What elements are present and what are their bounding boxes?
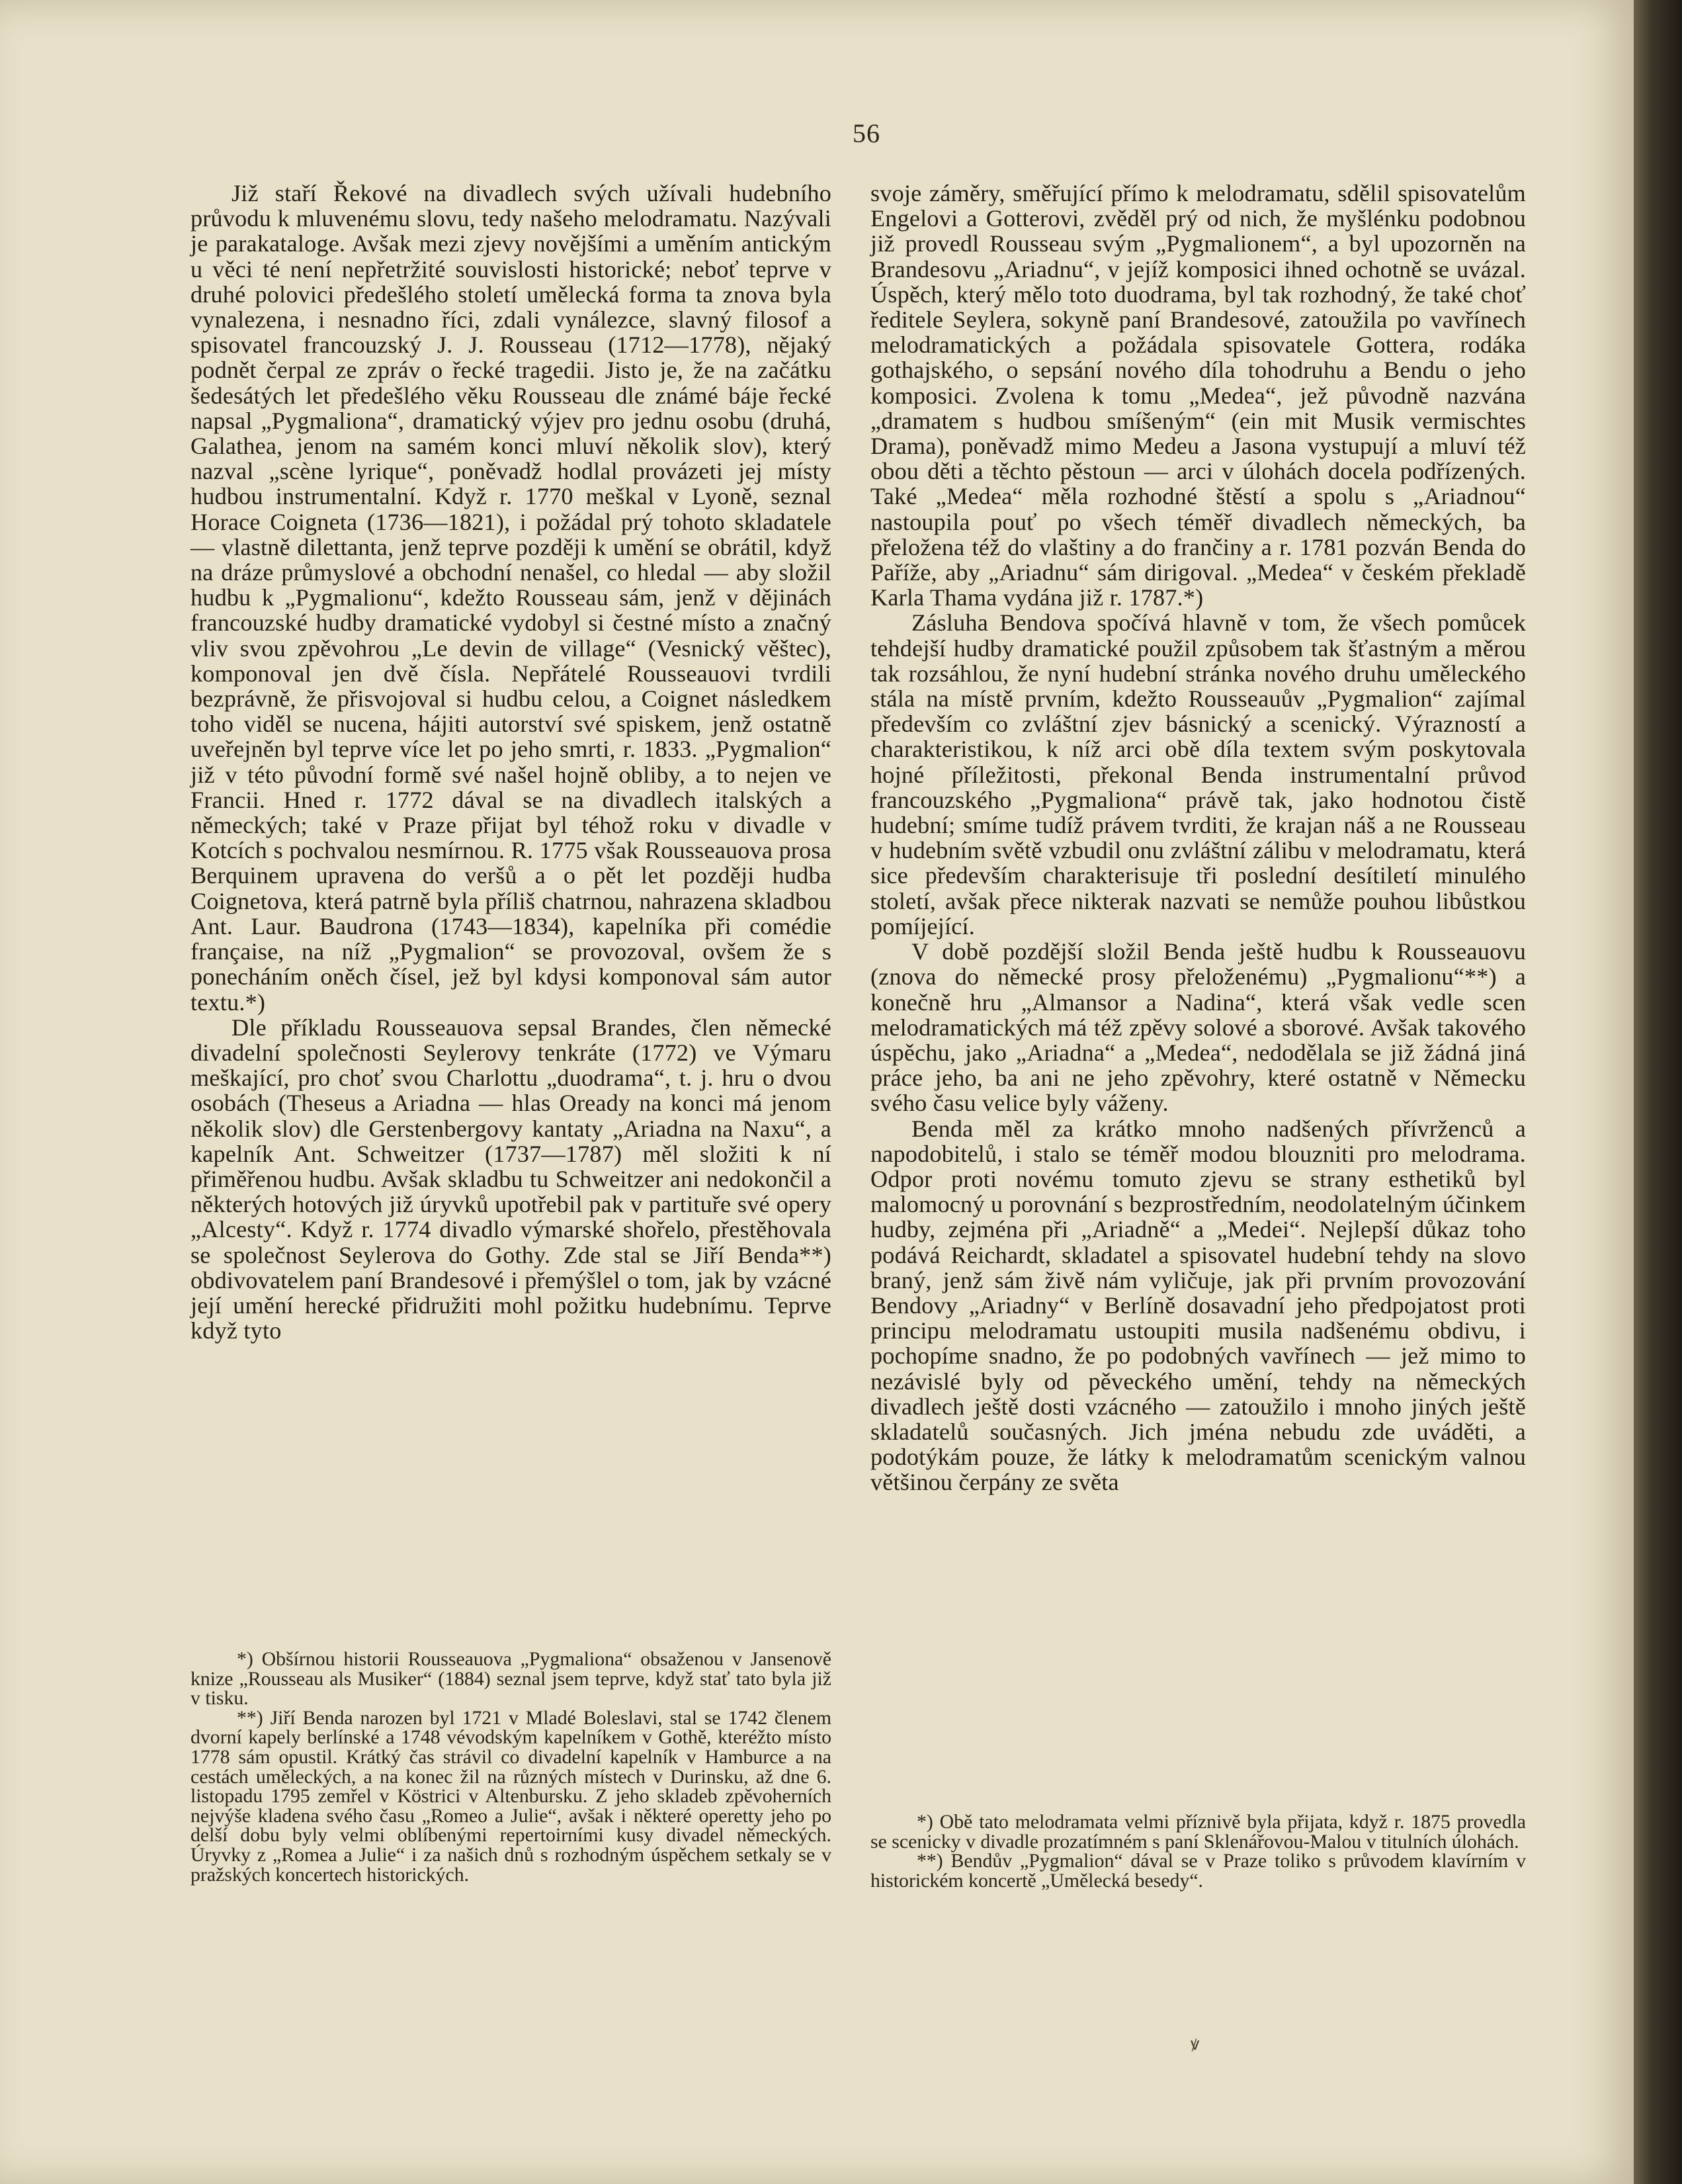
left-footnotes xyxy=(190,1649,831,1884)
right-column xyxy=(870,181,1526,1495)
paragraph: svoje záměry, směřující přímo k melodramatu, sdělil spisovatelům Engelovi a Gotterovi, zvěděl prý od nich, že myšlénku podobnou již provedl Rousseau svým „Pygmalionem“, a byl upozorněn na Brandesovu „Ariadnu“, v jejíž komposici ihned ochotně se uvázal. Úspěch, který mělo toto duodrama, byl tak rozhodný, že také choť ředitele Seylera, sokyně paní Brandesové, zatoužila po vavřínech melodramatických a požádala spisovatele Gottera, rodáka gothajského, o sepsání nového díla tohodruhu a Bendu o jeho komposici. Zvolena k tomu „Medea“, jež původně nazvána „dramatem s hudbou smíšeným“ (ein mit Musik vermischtes Drama), poněvadž mimo Medeu a Jasona vystupují a mluví též obou děti a těchto pěstoun — arci v úlohách docela podřízených. Také „Medea“ měla rozhodné štěstí a spolu s „Ariadnou“ nastoupila pouť po všech téměř divadlech německých, ba přeložena též do vlaštiny a do frančiny a r. 1781 pozván Benda do Paříže, aby „Ariadnu“ sám dirigoval. „Medea“ v českém překladě Karla Thama vydána již r. 1787.*) xyxy=(870,180,1526,611)
footnote: *) Obšírnou historii Rousseauova „Pygmaliona“ obsaženou v Jansenově knize „Rousseau als Musiker“ (1884) seznal jsem teprve, když stať tato byla již v tisku. xyxy=(190,1648,831,1710)
left-column xyxy=(190,181,831,1343)
paragraph: V době pozdější složil Benda ještě hudbu k Rousseauovu (znova do německé prosy přeloženému) „Pygmalionu“**) a konečně hru „Almansor a Nadina“, která však vedle scen melodramatických má též zpěvy solové a sborové. Avšak takového úspěchu, jako „Ariadna“ a „Medea“, nedodělala se již žádná jiná práce jeho, ba ani ne jeho zpěvohry, které ostatně v Německu svého času velice byly váženy. xyxy=(870,938,1526,1117)
right-footnotes xyxy=(870,1812,1526,1890)
book-binding-edge xyxy=(1634,0,1682,2184)
page-number: 56 xyxy=(853,118,880,148)
paragraph: Již staří Řekové na divadlech svých užívali hudebního průvodu k mluvenému slovu, tedy našeho melodramatu. Nazývali je parakataloge. Avšak mezi zjevy novějšími a uměním antickým u věci té není nepřetržité souvislosti historické; neboť teprve v druhé polovici předešlého století umělecká forma ta znova byla vynalezena, i nesnadno říci, zdali vynálezce, slavný filosof a spisovatel francouzský J. J. Rousseau (1712—1778), nějaký podnět čerpal ze zpráv o řecké tragedii. Jisto je, že na začátku šedesátých let předešlého věku Rousseau dle známé báje řecké napsal „Pygmaliona“, dramatický výjev pro jednu osobu (druhá, Galathea, jenom na samém konci mluví několik slov), který nazval „scène lyrique“, poněvadž hodlal provázeti jej místy hudbou instrumentalní. Když r. 1770 meškal v Lyoně, seznal Horace Coigneta (1736—1821), i požádal prý tohoto skladatele — vlastně dilettanta, jenž teprve později k umění se obrátil, když na dráze průmyslové a obchodní nenašel, co hledal — aby složil hudbu k „Pygmalionu“, kdežto Rousseau sám, jenž v dějinách francouzské hudby dramatické vydobyl si čestné místo a značný vliv svou zpěvohrou „Le devin de village“ (Vesnický věštec), komponoval jen dvě čísla. Nepřátelé Rousseauovi tvrdili bezprávně, že přisvojoval si hudbu celou, a Coignet následkem toho viděl se nucena, hájiti autorství své spiskem, jenž ostatně uveřejněn byl teprve více let po jeho smrti, r. 1833. „Pygmalion“ již v této původní formě své našel hojně obliby, a to nejen ve Francii. Hned r. 1772 dával se na divadlech italských a německých; také v Praze přijat byl téhož roku v divadle v Kotcích s pochvalou nesmírnou. R. 1775 však Rousseauova prosa Berquinem upravena do veršů a o pět let později hudba Coignetova, která patrně byla příliš chatrnou, nahrazena skladbou Ant. Laur. Baudrona (1743—1834), kapelníka při comédie française, na níž „Pygmalion“ se provozoval, ovšem že s ponecháním oněch čísel, jež byl kdysi komponoval sám autor textu.*) xyxy=(190,180,831,1016)
footnote: *) Obě tato melodramata velmi příznivě byla přijata, když r. 1875 provedla se scenicky v divadle prozatímném s paní Sklenářovou-Malou v titulních úlohách. xyxy=(870,1811,1526,1853)
paragraph: Zásluha Bendova spočívá hlavně v tom, že všech pomůcek tehdejší hudby dramatické použil způsobem tak šťastným a měrou tak rozsáhlou, že nyní hudební stránka nového druhu uměleckého stála na místě prvním, kdežto Rousseauův „Pygmalion“ zajímal především co zvláštní zjev básnický a scenický. Výrazností a charakteristikou, k níž arci obě díla textem svým poskytovala hojné příležitosti, překonal Benda instrumentalní průvod francouzského „Pygmaliona“ právě tak, jako hodnotou čistě hudební; smíme tudíž právem tvrditi, že krajan náš a ne Rousseau v hudebním světě vzbudil onu zvláštní zálibu v melodramatu, která sice především charakterisuje tři poslední desítiletí minulého století, avšak přece nikterak nazvati se nemůže pouhou libůstkou pomíjející. xyxy=(870,609,1526,939)
paragraph: Dle příkladu Rousseauova sepsal Brandes, člen německé divadelní společnosti Seylerovy tenkráte (1772) ve Výmaru meškající, pro choť svou Charlottu „duodrama“, t. j. hru o dvou osobách (Theseus a Ariadna — hlas Oready na konci má jenom několik slov) dle Gerstenbergovy kantaty „Ariadna na Naxu“, a kapelník Ant. Schweitzer (1737—1787) měl složiti k ní přiměřenou hudbu. Avšak skladbu tu Schweitzer ani nedokončil a některých hotových již úryvků upotřebil pak v partituře své opery „Alcesty“. Když r. 1774 divadlo výmarské shořelo, přestěhovala se společnost Seylerova do Gothy. Zde stal se Jiří Benda**) obdivovatelem paní Brandesové i přemýšlel o tom, jak by vzácné její umění herecké přidružiti mohl požitku hudebnímu. Teprve když tyto xyxy=(190,1014,831,1344)
paragraph: Benda měl za krátko mnoho nadšených přívrženců a napodobitelů, i stalo se téměř modou blouzniti pro melodrama. Odpor proti novému tomuto zjevu se strany esthetiků byl malomocný u porovnání s bezprostředním, neodolatelným účinkem hudby, zejména při „Ariadně“ a „Medei“. Nejlepší důkaz toho podává Reichardt, skladatel a spisovatel hudební tehdy na slovo braný, jenž sám živě nám vyličuje, jak při prvním provozování Bendovy „Ariadny“ v Berlíně dosavadní jeho předpojatost proti principu melodramatu ustoupiti musila nadšenému obdivu, i pochopíme snadno, že po podobných vavřínech — jež mimo to nezávislé byly od pěveckého umění, tehdy na německých divadlech ještě dosti vzácného — zatoužilo i mnoho jiných ještě skladatelů současných. Jich jména nebudu zde uváděti, a podotýkám pouze, že látky k melodramatům scenickým valnou většinou čerpány ze světa xyxy=(870,1115,1526,1496)
footnote: **) Bendův „Pygmalion“ dával se v Praze toliko s průvodem klavírním v historickém koncertě „Umělecká besedy“. xyxy=(870,1850,1526,1892)
footnote: **) Jiří Benda narozen byl 1721 v Mladé Boleslavi, stal se 1742 členem dvorní kapely berlínské a 1748 vévodským kapelníkem v Gothě, kteréžto místo 1778 sám opustil. Krátký čas strávil co divadelní kapelník v Hamburce a na cestách uměleckých, a na konec žil na různých místech v Durinsku, až dne 6. listopadu 1795 zemřel v Köstrici v Altenbursku. Z jeho skladeb zpěvoherních nejvýše kladena svého času „Romeo a Julie“, avšak i některé operetty jeho po delší dobu byly velmi oblíbenými repertoirními kusy divadel německých. Úryvky z „Romea a Julie“ i za našich dnů s rozhodným úspěchem setkaly se v pražských koncertech historických. xyxy=(190,1706,831,1886)
stray-print-mark: ꝟ xyxy=(1191,2034,1200,2054)
